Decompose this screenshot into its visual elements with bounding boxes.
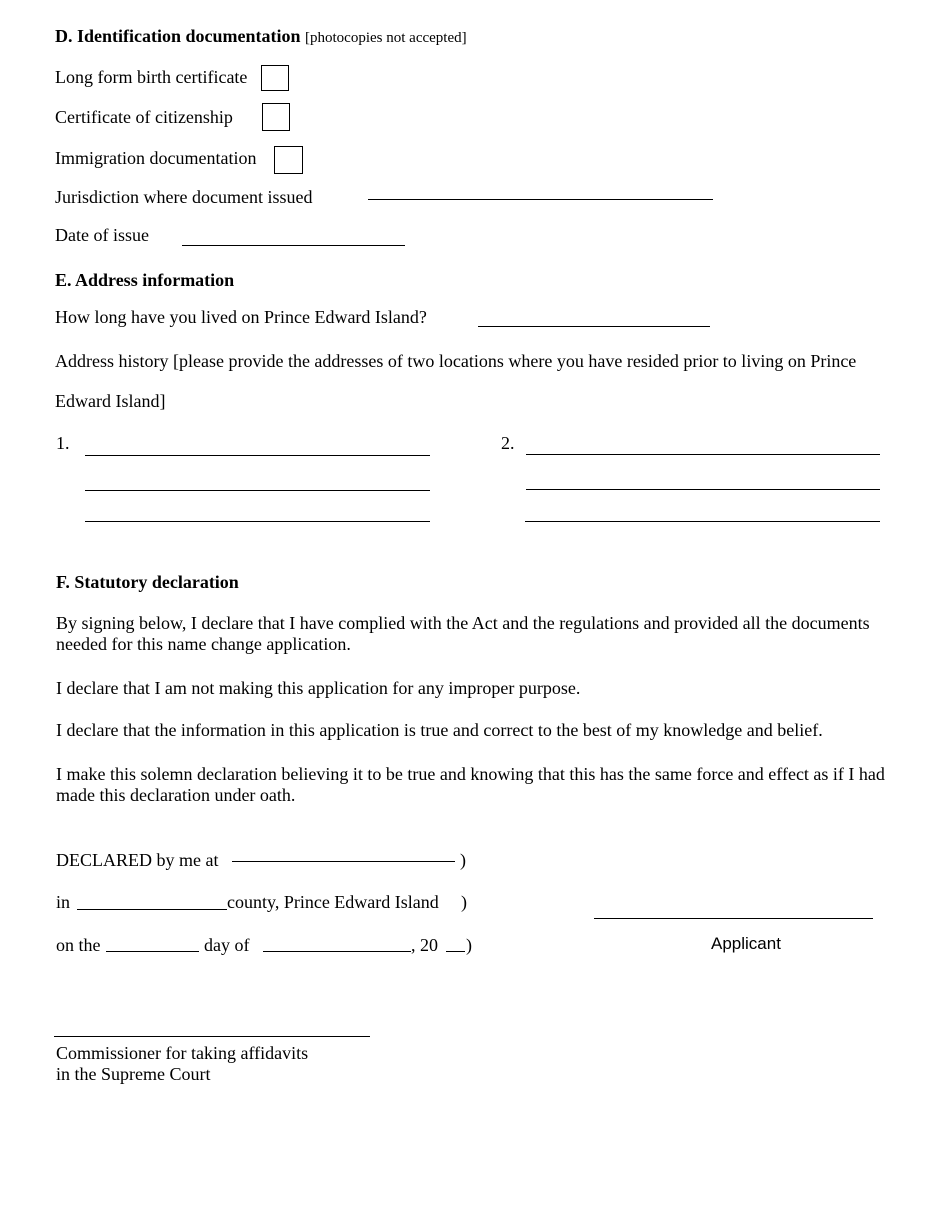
section-f-heading: F. Statutory declaration xyxy=(56,572,239,592)
declared-label: DECLARED by me at xyxy=(56,850,219,870)
declaration-paragraph-4: I make this solemn declaration believing it to be true and knowing that this has the same force and effect as if I had made this declaration under oath. xyxy=(56,764,885,805)
address-history-line1: Address history [please provide the addresses of two locations where you have resided prior to living on Prince xyxy=(55,351,857,371)
address-1-line-1[interactable] xyxy=(85,455,430,456)
applicant-signature-field[interactable] xyxy=(594,918,873,919)
photocopy-note: [photocopies not accepted] xyxy=(305,30,467,46)
section-e-heading: E. Address information xyxy=(55,270,235,290)
county-paren: ) xyxy=(461,892,467,912)
declared-paren: ) xyxy=(460,850,466,870)
year-paren: ) xyxy=(466,935,472,955)
section-d-heading-row xyxy=(55,27,467,46)
date-of-issue-label: Date of issue xyxy=(55,225,149,245)
declaration-paragraph-2: I declare that I am not making this application for any improper purpose. xyxy=(56,678,581,698)
county-field[interactable] xyxy=(77,909,227,910)
year-field[interactable] xyxy=(446,951,465,952)
jurisdiction-label: Jurisdiction where document issued xyxy=(55,187,313,207)
address-2-line-1[interactable] xyxy=(526,454,880,455)
how-long-field[interactable] xyxy=(478,326,710,327)
citizenship-label: Certificate of citizenship xyxy=(55,107,233,127)
address-2-line-3[interactable] xyxy=(525,521,880,522)
year-prefix: , 20 xyxy=(411,935,438,955)
section-d-heading: D. Identification documentation xyxy=(55,26,301,46)
commissioner-label-line1: Commissioner for taking affidavits xyxy=(56,1043,309,1063)
address-1-line-3[interactable] xyxy=(85,521,430,522)
immigration-checkbox[interactable] xyxy=(274,146,303,174)
declaration-paragraph-3: I declare that the information in this application is true and correct to the best of my knowledge and belief. xyxy=(56,720,823,740)
applicant-label: Applicant xyxy=(711,934,781,953)
address-1-line-2[interactable] xyxy=(85,490,430,491)
birth-certificate-label: Long form birth certificate xyxy=(55,67,248,87)
address-2-number: 2. xyxy=(501,433,515,453)
citizenship-checkbox[interactable] xyxy=(262,103,290,131)
birth-certificate-checkbox[interactable] xyxy=(261,65,289,91)
address-2-line-2[interactable] xyxy=(526,489,880,490)
how-long-label: How long have you lived on Prince Edward Island? xyxy=(55,307,427,327)
day-field[interactable] xyxy=(106,951,199,952)
declared-at-field[interactable] xyxy=(232,861,455,862)
address-1-number: 1. xyxy=(56,433,70,453)
declaration-paragraph-1: By signing below, I declare that I have complied with the Act and the regulations and provided all the documents needed for this name change application. xyxy=(56,613,870,654)
month-field[interactable] xyxy=(263,951,411,952)
commissioner-label-line2: in the Supreme Court xyxy=(56,1064,211,1084)
date-of-issue-field[interactable] xyxy=(182,245,405,246)
day-of-label: day of xyxy=(204,935,250,955)
on-the-label: on the xyxy=(56,935,101,955)
in-label: in xyxy=(56,892,71,912)
county-label: county, Prince Edward Island xyxy=(227,892,439,912)
commissioner-signature-field[interactable] xyxy=(54,1036,370,1037)
immigration-label: Immigration documentation xyxy=(55,148,257,168)
jurisdiction-field[interactable] xyxy=(368,199,713,200)
address-history-line2: Edward Island] xyxy=(55,391,166,411)
